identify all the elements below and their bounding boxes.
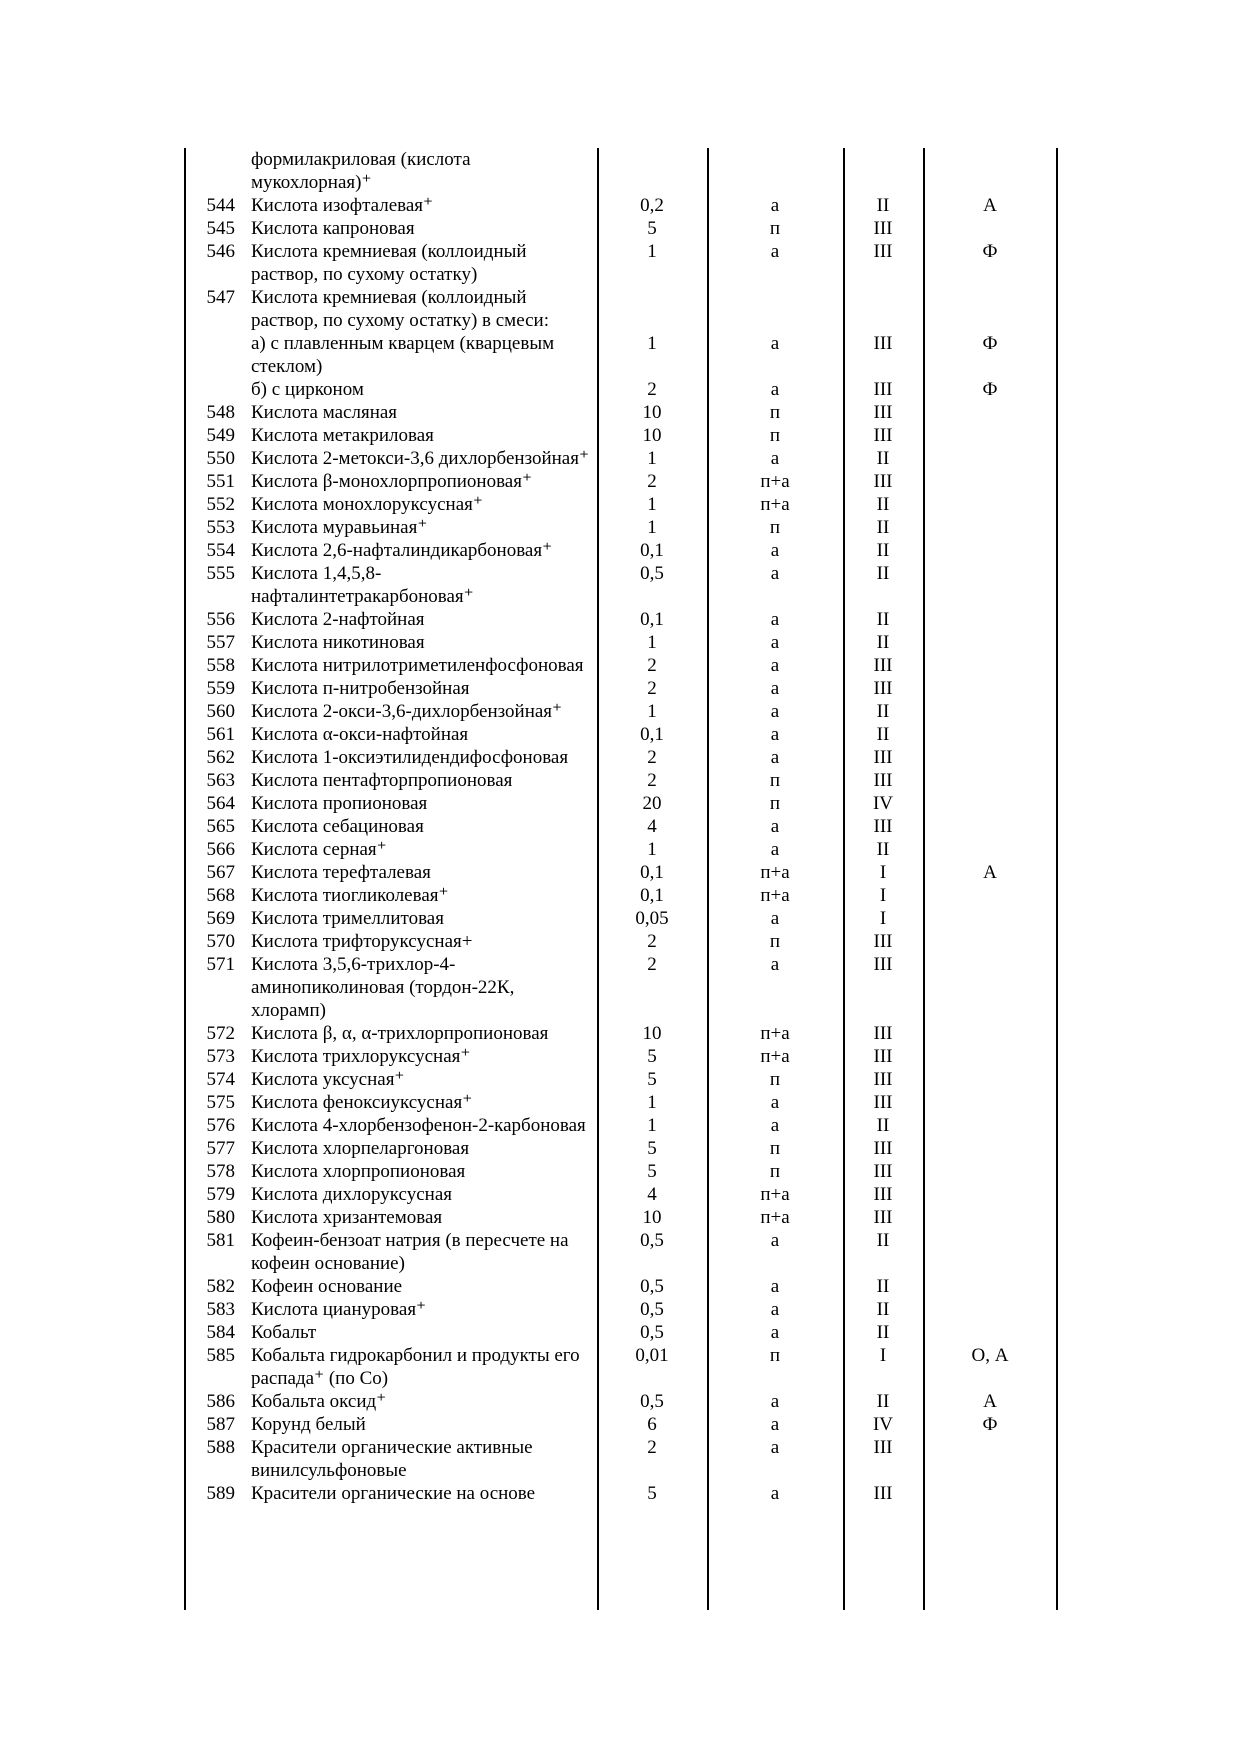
aggregate-state: п+а	[760, 1023, 790, 1044]
hazard-class: III	[873, 379, 893, 400]
limit-value: 0,5	[640, 1391, 664, 1412]
table-row	[185, 677, 1065, 700]
substance-name: Кислота дихлоруксусная	[251, 1184, 453, 1205]
hazard-class: II	[876, 609, 890, 630]
row-number: 569	[206, 908, 235, 929]
table-row	[185, 631, 1065, 654]
aggregate-state: п+а	[760, 1207, 790, 1228]
limit-value: 0,2	[640, 195, 664, 216]
aggregate-state: а	[770, 563, 780, 584]
hazard-class: II	[876, 724, 890, 745]
substance-name: Кислота 2-нафтойная	[251, 609, 425, 630]
action-feature: О, А	[971, 1345, 1009, 1366]
hazard-class: III	[873, 471, 893, 492]
substance-name: Кислота нитрилотриметиленфосфоновая	[251, 655, 584, 676]
row-number: 549	[206, 425, 235, 446]
limit-value: 0,1	[640, 885, 664, 906]
aggregate-state: а	[770, 1276, 780, 1297]
row-number: 563	[206, 770, 235, 791]
limit-value: 1	[647, 1092, 657, 1113]
table-row	[185, 1183, 1065, 1206]
substance-name: Кислота β-монохлорпропионовая⁺	[251, 471, 533, 492]
table-row	[185, 654, 1065, 677]
limit-value: 20	[642, 793, 662, 814]
hazard-class: IV	[872, 1414, 894, 1435]
row-number: 550	[206, 448, 235, 469]
aggregate-state: а	[770, 816, 780, 837]
hazard-class: III	[873, 1023, 893, 1044]
hazard-class: III	[873, 241, 893, 262]
substance-name: Кислота изофталевая⁺	[251, 195, 434, 216]
table-row	[185, 240, 1065, 286]
aggregate-state: п	[769, 793, 781, 814]
table-row	[185, 930, 1065, 953]
aggregate-state: а	[770, 1092, 780, 1113]
limit-value: 10	[642, 402, 662, 423]
row-number: 575	[206, 1092, 235, 1113]
hazard-class: II	[876, 1276, 890, 1297]
substance-name: Кислота 1-оксиэтилидендифосфоновая	[251, 747, 569, 768]
aggregate-state: а	[770, 1437, 780, 1458]
aggregate-state: а	[770, 1391, 780, 1412]
limit-value: 2	[647, 655, 657, 676]
limit-value: 0,5	[640, 563, 664, 584]
limit-value: 0,1	[640, 540, 664, 561]
row-number: 558	[206, 655, 235, 676]
row-number: 554	[206, 540, 235, 561]
limit-value: 0,5	[640, 1299, 664, 1320]
table-row	[185, 1321, 1065, 1344]
hazard-class: III	[873, 678, 893, 699]
substance-name: Кислота тримеллитовая	[251, 908, 444, 929]
table-row	[185, 1390, 1065, 1413]
aggregate-state: а	[770, 1414, 780, 1435]
row-number: 552	[206, 494, 235, 515]
limit-value: 1	[647, 632, 657, 653]
row-number: 545	[206, 218, 235, 239]
hazard-class: II	[876, 1299, 890, 1320]
aggregate-state: п	[769, 1069, 781, 1090]
limit-value: 4	[647, 1184, 657, 1205]
limit-value: 5	[647, 1069, 657, 1090]
table-row	[185, 1137, 1065, 1160]
hazard-class: II	[876, 540, 890, 561]
substance-name: Кислота 2-окси-3,6-дихлорбензойная⁺	[251, 701, 563, 722]
table-row	[185, 1045, 1065, 1068]
hazard-class: III	[873, 1483, 893, 1504]
aggregate-state: а	[770, 655, 780, 676]
hazard-class: III	[873, 333, 893, 354]
row-number: 556	[206, 609, 235, 630]
aggregate-state: а	[770, 241, 780, 262]
row-number: 583	[206, 1299, 235, 1320]
aggregate-state: п+а	[760, 885, 790, 906]
substance-name: а) с плавленным кварцем (кварцевым стеклом)	[251, 333, 555, 377]
aggregate-state: а	[770, 1230, 780, 1251]
substance-name: Кислота 2,6-нафталиндикарбоновая⁺	[251, 540, 553, 561]
hazard-class: III	[873, 402, 893, 423]
substance-name: Кофеин-бензоат натрия (в пересчете на кофеин основание)	[251, 1230, 569, 1274]
limit-value: 1	[647, 241, 657, 262]
aggregate-state: п	[769, 517, 781, 538]
table-row	[185, 700, 1065, 723]
substance-name: Кислота хлорпеларгоновая	[251, 1138, 470, 1159]
substance-name: б) с цирконом	[251, 379, 364, 400]
substance-name: формилакриловая (кислота мукохлорная)⁺	[251, 149, 471, 193]
limit-value: 0,1	[640, 724, 664, 745]
aggregate-state: а	[770, 701, 780, 722]
substance-name: Кислота 3,5,6-трихлор-4-аминопиколиновая (тордон-22К, хлорамп)	[251, 954, 515, 1021]
table-row	[185, 1091, 1065, 1114]
row-number: 561	[206, 724, 235, 745]
hazard-class: III	[873, 1092, 893, 1113]
row-number: 544	[206, 195, 235, 216]
row-number: 582	[206, 1276, 235, 1297]
table-row	[185, 194, 1065, 217]
table-row	[185, 401, 1065, 424]
action-feature: Ф	[982, 241, 998, 262]
row-number: 547	[206, 287, 235, 308]
substance-name: Кислота капроновая	[251, 218, 415, 239]
substance-name: Кислота тиогликолевая⁺	[251, 885, 449, 906]
table-row	[185, 470, 1065, 493]
aggregate-state: п	[769, 1138, 781, 1159]
substance-name: Кислота пропионовая	[251, 793, 428, 814]
row-number: 579	[206, 1184, 235, 1205]
hazard-class: II	[876, 494, 890, 515]
substance-name: Кислота монохлоруксусная⁺	[251, 494, 483, 515]
substance-name: Кислота 2-метокси-3,6 дихлорбензойная⁺	[251, 448, 590, 469]
hazard-class: III	[873, 1069, 893, 1090]
limit-value: 1	[647, 448, 657, 469]
hazard-class: II	[876, 1115, 890, 1136]
substance-name: Кислота никотиновая	[251, 632, 425, 653]
aggregate-state: а	[770, 678, 780, 699]
table-row	[185, 723, 1065, 746]
limit-value: 2	[647, 379, 657, 400]
row-number: 580	[206, 1207, 235, 1228]
row-number: 566	[206, 839, 235, 860]
hazard-class: II	[876, 1230, 890, 1251]
aggregate-state: а	[770, 1322, 780, 1343]
table-row	[185, 378, 1065, 401]
row-number: 559	[206, 678, 235, 699]
limit-value: 2	[647, 471, 657, 492]
hazard-class: III	[873, 816, 893, 837]
hazard-class: II	[876, 1322, 890, 1343]
row-number: 568	[206, 885, 235, 906]
aggregate-state: а	[770, 839, 780, 860]
substances-table	[185, 148, 1065, 1505]
row-number: 548	[206, 402, 235, 423]
hazard-class: III	[873, 770, 893, 791]
hazard-class: I	[879, 1345, 887, 1366]
row-number: 578	[206, 1161, 235, 1182]
table-row	[185, 608, 1065, 631]
limit-value: 2	[647, 931, 657, 952]
hazard-class: III	[873, 1161, 893, 1182]
row-number: 588	[206, 1437, 235, 1458]
row-number: 567	[206, 862, 235, 883]
substance-name: Кислота масляная	[251, 402, 398, 423]
limit-value: 4	[647, 816, 657, 837]
hazard-class: III	[873, 1184, 893, 1205]
table-row	[185, 1229, 1065, 1275]
aggregate-state: п+а	[760, 1046, 790, 1067]
table-row	[185, 769, 1065, 792]
row-number: 560	[206, 701, 235, 722]
aggregate-state: п+а	[760, 1184, 790, 1205]
table-row	[185, 1114, 1065, 1137]
limit-value: 5	[647, 1046, 657, 1067]
hazard-class: II	[876, 195, 890, 216]
aggregate-state: п+а	[760, 862, 790, 883]
hazard-class: I	[879, 885, 887, 906]
hazard-class: III	[873, 425, 893, 446]
substance-name: Кислота β, α, α-трихлорпропионовая	[251, 1023, 549, 1044]
limit-value: 1	[647, 839, 657, 860]
aggregate-state: а	[770, 747, 780, 768]
aggregate-state: п	[769, 1345, 781, 1366]
table-row	[185, 1298, 1065, 1321]
row-number: 551	[206, 471, 235, 492]
table-row	[185, 424, 1065, 447]
table-row	[185, 953, 1065, 1022]
table-row	[185, 562, 1065, 608]
limit-value: 5	[647, 218, 657, 239]
substance-name: Кислота феноксиуксусная⁺	[251, 1092, 473, 1113]
substance-name: Кислота α-окси-нафтойная	[251, 724, 469, 745]
limit-value: 10	[642, 1207, 662, 1228]
aggregate-state: а	[770, 954, 780, 975]
aggregate-state: п	[769, 218, 781, 239]
table-row	[185, 539, 1065, 562]
table-row	[185, 746, 1065, 769]
hazard-class: III	[873, 747, 893, 768]
hazard-class: II	[876, 517, 890, 538]
substance-name: Кислота хлорпропионовая	[251, 1161, 466, 1182]
table-row	[185, 815, 1065, 838]
aggregate-state: п+а	[760, 494, 790, 515]
hazard-class: I	[879, 908, 887, 929]
limit-value: 2	[647, 747, 657, 768]
row-number: 587	[206, 1414, 235, 1435]
table-row	[185, 1275, 1065, 1298]
limit-value: 10	[642, 1023, 662, 1044]
limit-value: 0,5	[640, 1322, 664, 1343]
limit-value: 0,5	[640, 1276, 664, 1297]
hazard-class: II	[876, 563, 890, 584]
hazard-class: III	[873, 218, 893, 239]
hazard-class: I	[879, 862, 887, 883]
hazard-class: II	[876, 448, 890, 469]
limit-value: 1	[647, 333, 657, 354]
aggregate-state: п	[769, 931, 781, 952]
limit-value: 1	[647, 1115, 657, 1136]
limit-value: 2	[647, 770, 657, 791]
aggregate-state: а	[770, 1299, 780, 1320]
substance-name: Кислота терефталевая	[251, 862, 431, 883]
row-number: 562	[206, 747, 235, 768]
aggregate-state: п	[769, 425, 781, 446]
hazard-class: II	[876, 839, 890, 860]
row-number: 573	[206, 1046, 235, 1067]
table-row	[185, 792, 1065, 815]
row-number: 589	[206, 1483, 235, 1504]
table-row	[185, 861, 1065, 884]
table-row	[185, 1160, 1065, 1183]
row-number: 585	[206, 1345, 235, 1366]
aggregate-state: а	[770, 540, 780, 561]
hazard-class: III	[873, 1437, 893, 1458]
substance-name: Кислота хризантемовая	[251, 1207, 443, 1228]
table-row	[185, 1022, 1065, 1045]
substance-name: Кислота себациновая	[251, 816, 424, 837]
hazard-class: III	[873, 1138, 893, 1159]
substance-name: Кофеин основание	[251, 1276, 403, 1297]
action-feature: А	[983, 862, 997, 883]
aggregate-state: п	[769, 1161, 781, 1182]
limit-value: 2	[647, 1437, 657, 1458]
substance-name: Кислота кремниевая (коллоидный раствор, по сухому остатку) в смеси:	[251, 287, 549, 331]
action-feature: Ф	[982, 379, 998, 400]
aggregate-state: п	[769, 770, 781, 791]
substance-name: Кобальта оксид⁺	[251, 1391, 387, 1412]
action-feature: Ф	[982, 1414, 998, 1435]
aggregate-state: а	[770, 195, 780, 216]
substance-name: Кислота трифторуксусная+	[251, 931, 473, 952]
row-number: 586	[206, 1391, 235, 1412]
substance-name: Красители органические активные винилсульфоновые	[251, 1437, 533, 1481]
row-number: 577	[206, 1138, 235, 1159]
aggregate-state: а	[770, 609, 780, 630]
substance-name: Кислота трихлоруксусная⁺	[251, 1046, 471, 1067]
action-feature: Ф	[982, 333, 998, 354]
substance-name: Кобальт	[251, 1322, 317, 1343]
substance-name: Корунд белый	[251, 1414, 366, 1435]
substance-name: Кислота кремниевая (коллоидный раствор, по сухому остатку)	[251, 241, 527, 285]
aggregate-state: а	[770, 632, 780, 653]
substance-name: Кобальта гидрокарбонил и продукты его распада⁺ (по Со)	[251, 1345, 580, 1389]
row-number: 572	[206, 1023, 235, 1044]
table-row	[185, 286, 1065, 332]
limit-value: 2	[647, 678, 657, 699]
hazard-class: II	[876, 632, 890, 653]
action-feature: А	[983, 195, 997, 216]
substance-name: Кислота 4-хлорбензофенон-2-карбоновая	[251, 1115, 586, 1136]
limit-value: 0,1	[640, 862, 664, 883]
hazard-class: II	[876, 1391, 890, 1412]
row-number: 555	[206, 563, 235, 584]
limit-value: 10	[642, 425, 662, 446]
table-row	[185, 493, 1065, 516]
substance-name: Кислота пентафторпропионовая	[251, 770, 513, 791]
hazard-class: III	[873, 954, 893, 975]
limit-value: 1	[647, 701, 657, 722]
limit-value: 1	[647, 517, 657, 538]
table-row	[185, 217, 1065, 240]
limit-value: 5	[647, 1138, 657, 1159]
row-number: 565	[206, 816, 235, 837]
hazard-class: III	[873, 1046, 893, 1067]
limit-value: 0,5	[640, 1230, 664, 1251]
aggregate-state: а	[770, 724, 780, 745]
table-row	[185, 1068, 1065, 1091]
substance-name: Кислота муравьиная⁺	[251, 517, 428, 538]
aggregate-state: п+а	[760, 471, 790, 492]
table-row	[185, 907, 1065, 930]
aggregate-state: а	[770, 1115, 780, 1136]
substance-name: Кислота уксусная⁺	[251, 1069, 405, 1090]
aggregate-state: а	[770, 448, 780, 469]
aggregate-state: а	[770, 333, 780, 354]
aggregate-state: а	[770, 379, 780, 400]
hazard-class: III	[873, 655, 893, 676]
table-row	[185, 884, 1065, 907]
substance-name: Кислота метакриловая	[251, 425, 434, 446]
table-row	[185, 447, 1065, 470]
limit-value: 2	[647, 954, 657, 975]
limit-value: 0,1	[640, 609, 664, 630]
hazard-class: II	[876, 701, 890, 722]
hazard-class: IV	[872, 793, 894, 814]
aggregate-state: а	[770, 1483, 780, 1504]
table-row	[185, 1206, 1065, 1229]
table-row	[185, 148, 1065, 194]
substance-name: Кислота серная⁺	[251, 839, 387, 860]
row-number: 581	[206, 1230, 235, 1251]
hazard-class: III	[873, 931, 893, 952]
limit-value: 0,01	[635, 1345, 669, 1366]
substance-name: Кислота п-нитробензойная	[251, 678, 470, 699]
aggregate-state: а	[770, 908, 780, 929]
table-row	[185, 516, 1065, 539]
row-number: 564	[206, 793, 235, 814]
row-number: 546	[206, 241, 235, 262]
row-number: 584	[206, 1322, 235, 1343]
aggregate-state: п	[769, 402, 781, 423]
table-row	[185, 332, 1065, 378]
row-number: 576	[206, 1115, 235, 1136]
row-number: 570	[206, 931, 235, 952]
action-feature: А	[983, 1391, 997, 1412]
substance-name: Красители органические на основе	[251, 1483, 536, 1504]
hazard-class: III	[873, 1207, 893, 1228]
limit-value: 1	[647, 494, 657, 515]
limit-value: 0,05	[635, 908, 669, 929]
table-row	[185, 1344, 1065, 1390]
table-row	[185, 1436, 1065, 1482]
table-row	[185, 1413, 1065, 1436]
limit-value: 5	[647, 1161, 657, 1182]
substance-name: Кислота 1,4,5,8-нафталинтетракарбоновая⁺	[251, 563, 474, 607]
table-row	[185, 1482, 1065, 1505]
table-row	[185, 838, 1065, 861]
substance-name: Кислота циануровая⁺	[251, 1299, 427, 1320]
limit-value: 5	[647, 1483, 657, 1504]
row-number: 553	[206, 517, 235, 538]
limit-value: 6	[647, 1414, 657, 1435]
row-number: 574	[206, 1069, 235, 1090]
row-number: 557	[206, 632, 235, 653]
row-number: 571	[206, 954, 235, 975]
